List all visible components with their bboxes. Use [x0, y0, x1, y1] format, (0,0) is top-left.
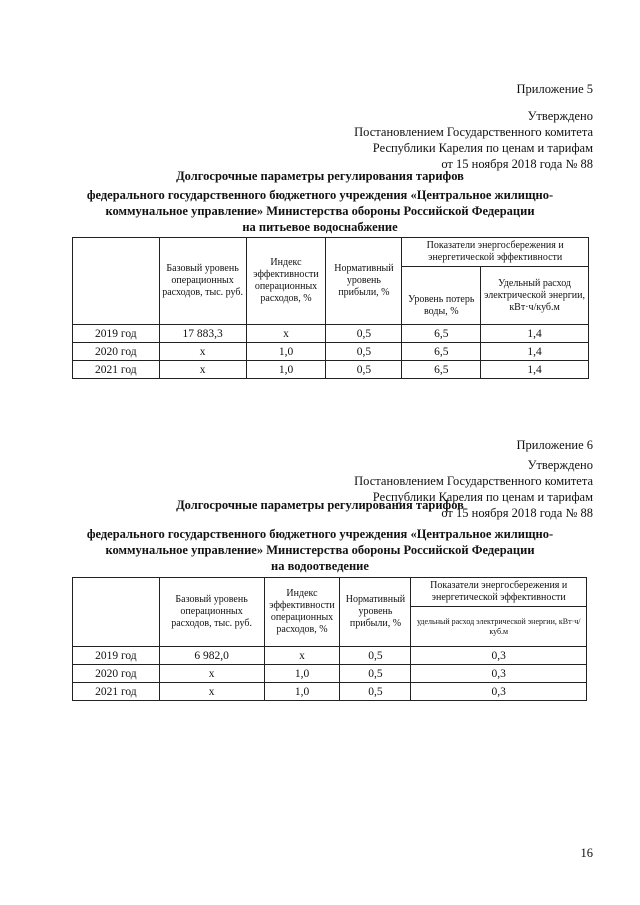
header-base-opex: Базовый уровень операционных расходов, тыс. руб. — [159, 238, 246, 325]
table-row — [73, 683, 587, 701]
cell-specific: 0,3 — [411, 647, 587, 665]
cell-losses: 6,5 — [402, 325, 481, 343]
cell-index: 1,0 — [246, 361, 326, 379]
cell-specific: 0,3 — [411, 683, 587, 701]
title-line: коммунальное управление» Министерства обороны Российской Федерации — [105, 204, 535, 218]
approval-line: Постановлением Государственного комитета — [354, 125, 593, 139]
approval-line: Утверждено — [527, 458, 593, 472]
title-line: на питьевое водоснабжение — [242, 220, 398, 234]
cell-base: x — [159, 343, 246, 361]
table-row — [73, 325, 589, 343]
row-year: 2021 год — [73, 361, 160, 379]
header-efficiency-index: Индекс эффективности операционных расходов, % — [264, 578, 340, 647]
cell-profit: 0,5 — [326, 361, 402, 379]
tariff-table-water-supply — [72, 237, 589, 379]
header-profit-level: Нормативный уровень прибыли, % — [340, 578, 411, 647]
row-year: 2020 год — [73, 343, 160, 361]
approval-block-5 — [250, 108, 593, 172]
appendix-6-label: Приложение 6 — [516, 438, 593, 452]
cell-profit: 0,5 — [340, 665, 411, 683]
header-water-losses: Уровень потерь воды, % — [402, 267, 481, 325]
cell-index: x — [246, 325, 326, 343]
table-row — [73, 665, 587, 683]
document-title-5 — [40, 168, 600, 235]
page-number: 16 — [580, 846, 593, 860]
cell-losses: 6,5 — [402, 361, 481, 379]
cell-base: x — [159, 665, 264, 683]
approval-line: Республики Карелия по ценам и тарифам — [372, 490, 593, 504]
cell-index: 1,0 — [246, 343, 326, 361]
table-row — [73, 647, 587, 665]
header-energy-group: Показатели энергосбережения и энергетической эффективности — [411, 578, 587, 607]
header-base-opex: Базовый уровень операционных расходов, тыс. руб. — [159, 578, 264, 647]
header-empty — [73, 238, 160, 325]
cell-specific: 1,4 — [481, 343, 589, 361]
header-energy-group: Показатели энергосбережения и энергетической эффективности — [402, 238, 589, 267]
cell-profit: 0,5 — [326, 325, 402, 343]
header-specific-energy: удельный расход электрической энергии, кВт·ч/куб.м — [411, 607, 587, 647]
cell-losses: 6,5 — [402, 343, 481, 361]
cell-specific: 1,4 — [481, 325, 589, 343]
approval-line: Утверждено — [527, 109, 593, 123]
cell-profit: 0,5 — [340, 647, 411, 665]
approval-line: от 15 ноября 2018 года № 88 — [441, 157, 593, 171]
document-title-6 — [40, 497, 600, 574]
title-line: Долгосрочные параметры регулирования тарифов — [176, 169, 464, 183]
table-row — [73, 343, 589, 361]
tariff-table-wastewater — [72, 577, 587, 701]
title-line: коммунальное управление» Министерства обороны Российской Федерации — [105, 543, 535, 557]
table-row — [73, 361, 589, 379]
header-empty — [73, 578, 160, 647]
row-year: 2019 год — [73, 325, 160, 343]
row-year: 2021 год — [73, 683, 160, 701]
cell-specific: 0,3 — [411, 665, 587, 683]
row-year: 2020 год — [73, 665, 160, 683]
cell-base: 17 883,3 — [159, 325, 246, 343]
title-line: федерального государственного бюджетного учреждения «Центральное жилищно- — [86, 188, 554, 202]
cell-base: 6 982,0 — [159, 647, 264, 665]
cell-base: x — [159, 683, 264, 701]
appendix-5-label: Приложение 5 — [516, 82, 593, 96]
row-year: 2019 год — [73, 647, 160, 665]
cell-specific: 1,4 — [481, 361, 589, 379]
header-efficiency-index: Индекс эффективности операционных расходов, % — [246, 238, 326, 325]
cell-index: 1,0 — [264, 665, 340, 683]
approval-line: Республики Карелия по ценам и тарифам — [372, 141, 593, 155]
header-profit-level: Нормативный уровень прибыли, % — [326, 238, 402, 325]
cell-profit: 0,5 — [340, 683, 411, 701]
header-specific-energy: Удельный расход электрической энергии, кВт·ч/куб.м — [481, 267, 589, 325]
cell-index: 1,0 — [264, 683, 340, 701]
title-line: Долгосрочные параметры регулирования тарифов — [176, 498, 464, 512]
title-line: на водоотведение — [271, 559, 369, 573]
approval-line: Постановлением Государственного комитета — [354, 474, 593, 488]
cell-base: x — [159, 361, 246, 379]
cell-profit: 0,5 — [326, 343, 402, 361]
title-line: федерального государственного бюджетного учреждения «Центральное жилищно- — [86, 527, 554, 541]
approval-line: от 15 ноября 2018 года № 88 — [441, 506, 593, 520]
cell-index: x — [264, 647, 340, 665]
